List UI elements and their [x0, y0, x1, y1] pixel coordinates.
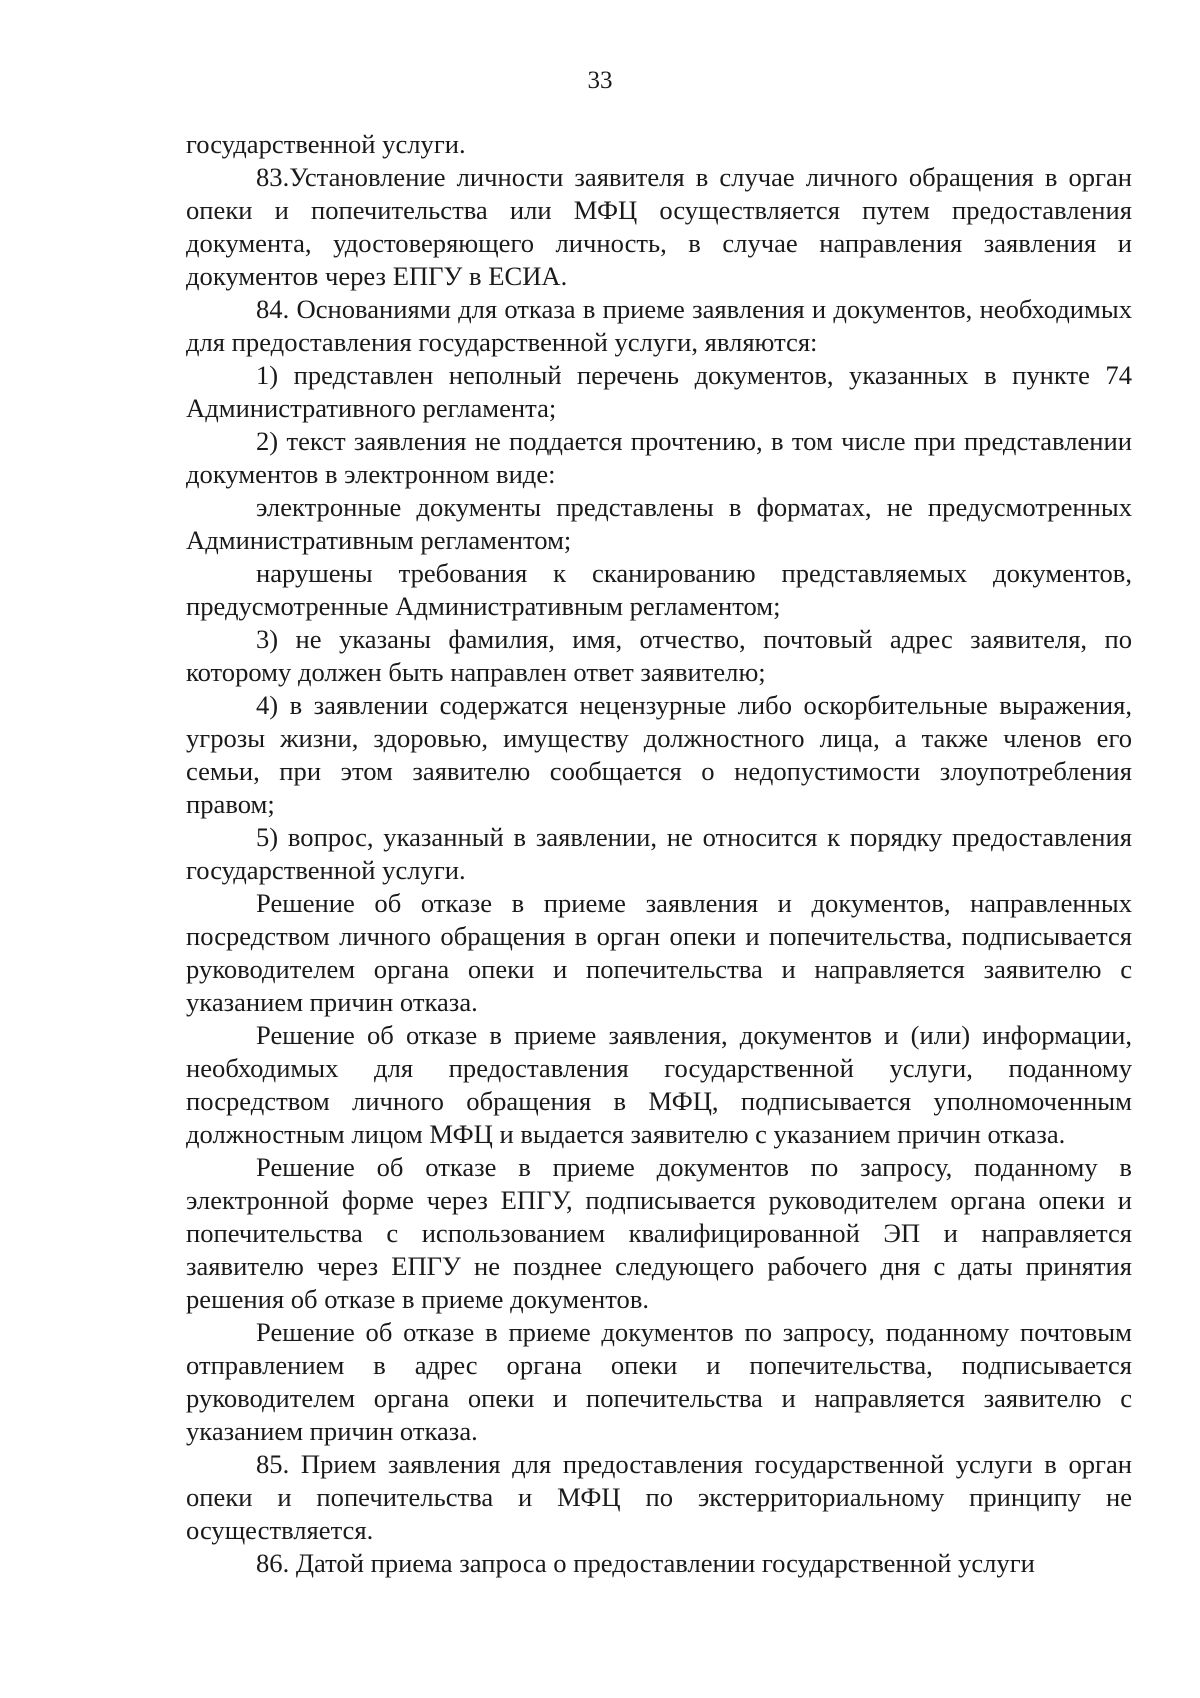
- paragraph-86: 86. Датой приема запроса о предоставлении государственной услуги: [256, 1548, 1035, 1578]
- sub-item-scanning: нарушены требования к сканированию представляемых документов, предусмотренные Административным регламентом;: [186, 558, 1132, 621]
- sub-item-formats: электронные документы представлены в форматах, не предусмотренных Административным регламентом;: [186, 492, 1132, 555]
- list-item-5: 5) вопрос, указанный в заявлении, не относится к порядку предоставления государственной услуги.: [186, 822, 1132, 885]
- paragraph-83: 83.Установление личности заявителя в случае личного обращения в орган опеки и попечительства или МФЦ осуществляется путем предоставления документа, удостоверяющего личность, в случае направления заявления и документов через ЕПГУ в ЕСИА.: [186, 162, 1132, 291]
- list-item-2: 2) текст заявления не поддается прочтению, в том числе при представлении документов в электронном виде:: [186, 426, 1132, 489]
- paragraph-decision-post: Решение об отказе в приеме документов по запросу, поданному почтовым отправлением в адрес органа опеки и попечительства, подписывается руководителем органа опеки и попечительства и направляется заявителю с указанием причин отказа.: [186, 1317, 1132, 1446]
- paragraph-decision-personal: Решение об отказе в приеме заявления и документов, направленных посредством личного обращения в орган опеки и попечительства, подписывается руководителем органа опеки и попечительства и направляется заявителю с указанием причин отказа.: [186, 888, 1132, 1017]
- list-item-4: 4) в заявлении содержатся нецензурные либо оскорбительные выражения, угрозы жизни, здоровью, имуществу должностного лица, а также членов его семьи, при этом заявителю сообщается о недопустимости злоупотребления правом;: [186, 690, 1132, 819]
- paragraph-85: 85. Прием заявления для предоставления государственной услуги в орган опеки и попечительства и МФЦ по экстерриториальному принципу не осуществляется.: [186, 1449, 1132, 1545]
- paragraph-84: 84. Основаниями для отказа в приеме заявления и документов, необходимых для предоставления государственной услуги, являются:: [186, 294, 1132, 357]
- paragraph-continued: государственной услуги.: [186, 129, 466, 159]
- paragraph-decision-mfc: Решение об отказе в приеме заявления, документов и (или) информации, необходимых для предоставления государственной услуги, поданному посредством личного обращения в МФЦ, подписывается уполномоченным должностным лицом МФЦ и выдается заявителю с указанием причин отказа.: [186, 1020, 1132, 1149]
- list-item-1: 1) представлен неполный перечень документов, указанных в пункте 74 Административного регламента;: [186, 360, 1132, 423]
- paragraph-decision-epgu: Решение об отказе в приеме документов по запросу, поданному в электронной форме через ЕПГУ, подписывается руководителем органа опеки и попечительства с использованием квалифицированной ЭП и направляется заявителю через ЕПГУ не позднее следующего рабочего дня с даты принятия решения об отказе в приеме документов.: [186, 1152, 1132, 1314]
- page-number: 33: [587, 67, 613, 94]
- list-item-3: 3) не указаны фамилия, имя, отчество, почтовый адрес заявителя, по которому должен быть направлен ответ заявителю;: [186, 624, 1132, 687]
- document-body: [186, 128, 1132, 1580]
